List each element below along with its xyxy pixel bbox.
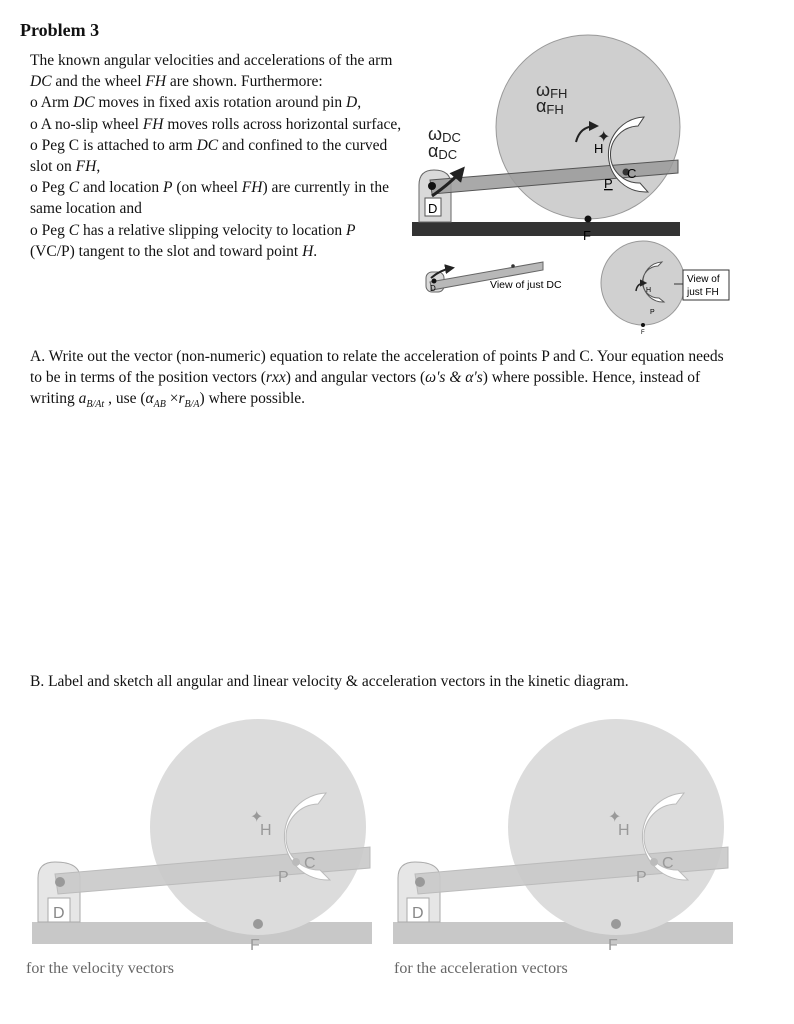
caption-acceleration: for the acceleration vectors [394, 960, 568, 977]
alpha-fh-label: αFH [536, 96, 564, 117]
kinetic-diagram-acceleration [393, 719, 733, 954]
bullet-peg-slot: o Peg C is attached to arm DC and confined to the curved slot on FH, [30, 136, 388, 176]
kd-right-label-d: D [412, 905, 424, 922]
label-c: C [627, 166, 637, 181]
question-b: B. Label and sketch all angular and linear velocity & acceleration vectors in the kinetic diagram. [30, 673, 629, 690]
bullet-arm-dc: o Arm DC moves in fixed axis rotation around pin D, [30, 94, 362, 112]
kd-right-label-h: H [618, 822, 630, 839]
question-a: A. Write out the vector (non-numeric) equation to relate the acceleration of points P and C. Your equation needs to be in terms of the position vectors (rxx) and angular vectors (ω's & α's) where possible. Hence, instead of writing $a_{B/At}$ , use $(\alpha_{AB} \times r_{B/A})$ where possible. [30, 348, 724, 411]
label-f: F [583, 228, 591, 243]
view-fh-caption-2: just FH [687, 287, 719, 298]
kd-left-label-p: P [278, 869, 289, 886]
svg-text:F: F [641, 330, 645, 336]
kd-left-label-c: C [304, 855, 316, 872]
kd-left-label-h: H [260, 822, 272, 839]
omega-fh-label: ωFH [536, 80, 568, 101]
view-fh-caption-1: View of [687, 274, 720, 285]
kd-right-label-c: C [662, 855, 674, 872]
svg-text:✦: ✦ [250, 809, 264, 826]
problem-title: Problem 3 [20, 20, 100, 40]
kd-right-label-f: F [608, 937, 618, 954]
intro-lead: The known angular velocities and accelerations of the arm DC and the wheel FH are shown. Furthermore: [30, 52, 393, 91]
kinetic-diagram-velocity [32, 719, 372, 954]
view-dc-caption: View of just DC [490, 279, 562, 291]
bullet-relative-velocity: o Peg C has a relative slipping velocity to location P (VC/P) tangent to the slot and toward point H. [30, 221, 356, 260]
caption-velocity: for the velocity vectors [26, 960, 174, 977]
svg-text:D: D [430, 284, 436, 293]
label-d: D [428, 201, 438, 216]
bullet-peg-location: o Peg C and location P (on wheel FH) are currently in the same location and [30, 179, 389, 218]
kd-left-label-d: D [53, 905, 65, 922]
alpha-dc-label: αDC [428, 141, 458, 162]
svg-text:H: H [646, 287, 652, 294]
omega-dc-label: ωDC [428, 124, 461, 145]
kd-left-label-f: F [250, 937, 260, 954]
center-h-marker: ✦ [597, 129, 611, 146]
label-p: P [604, 176, 613, 191]
label-h: H [594, 141, 604, 156]
bullet-wheel-fh: o A no-slip wheel FH moves rolls across horizontal surface, [30, 115, 402, 133]
kd-right-label-p: P [636, 869, 647, 886]
svg-text:P: P [650, 309, 655, 316]
svg-text:✦: ✦ [608, 809, 622, 826]
